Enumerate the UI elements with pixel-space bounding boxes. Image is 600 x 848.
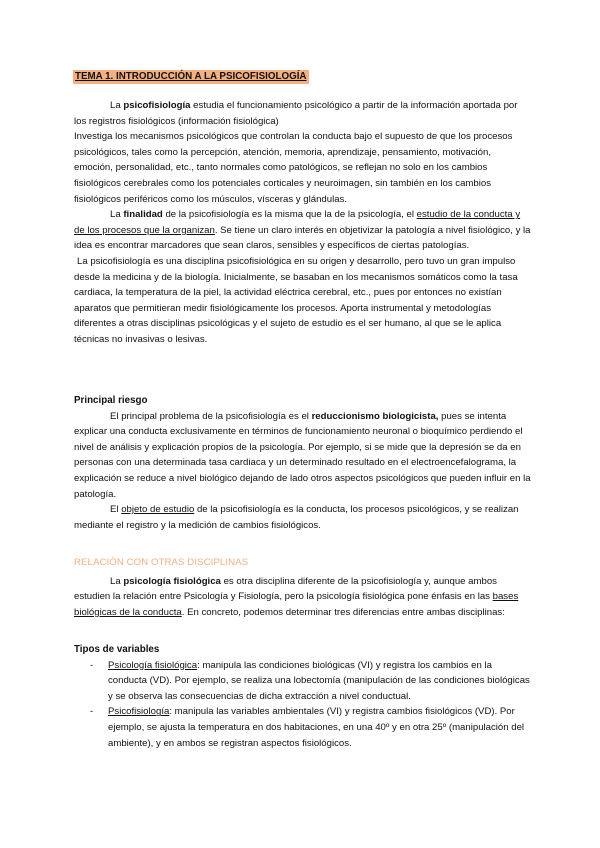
intro-paragraph-1 bbox=[74, 98, 532, 129]
bold-term: finalidad bbox=[123, 209, 163, 221]
text-run: de la psicofisiología es la conducta, los procesos psicológicos, y se realizan mediante el registro y la medición de cambios fisiológicos. bbox=[74, 504, 519, 531]
riesgo-paragraph-2 bbox=[74, 502, 532, 533]
bold-term: psicología fisiológica bbox=[123, 575, 221, 587]
tipos-section bbox=[74, 642, 532, 751]
text-run: pues se intenta explicar una conducta exclusivamente en términos de funcionamiento neuronal o bioquímico perdiendo el nivel de análisis y explicación propios de la psicología. Por ejemplo, si se mide que la depresión se da en personas con una determinada tasa cardiaca y un determinado resultado en el electroencefalograma, la explicación se reduce a nivel biológico dejando de lado otros aspectos psicológicos que pueden influir en la patología. bbox=[74, 410, 531, 500]
variables-list bbox=[90, 658, 532, 752]
dash-bullet: - bbox=[90, 659, 94, 671]
list-term: Psicofisiología bbox=[108, 706, 170, 718]
intro-section bbox=[74, 98, 532, 348]
text-run: La bbox=[110, 100, 124, 111]
text-run: es otra disciplina diferente de la psicofisiología y, aunque ambos estudien la relación entre Psicología y Fisiología, pero la psicología fisiológica pone énfasis en las bbox=[74, 575, 497, 603]
underlined-phrase: estudio de la conducta y de los procesos que la organizan bbox=[74, 209, 521, 236]
text-run: El bbox=[110, 504, 122, 516]
text-run: . En concreto, podemos determinar tres diferencias entre ambas disciplinas: bbox=[181, 606, 505, 618]
relacion-section bbox=[74, 555, 532, 620]
dash-bullet: - bbox=[90, 706, 94, 718]
tipos-heading: Tipos de variables bbox=[74, 644, 160, 655]
list-item bbox=[90, 658, 532, 705]
bold-term: reduccionismo biologicista, bbox=[311, 410, 439, 422]
text-run: . Se tiene un claro interés en objetivizar la patología a nivel fisiológico, y la idea es encontrar marcadores que sean claros, sensibles y específicos de ciertas patologías. bbox=[74, 224, 531, 252]
text-run: de la psicofisiología es la misma que la de la psicología, el bbox=[162, 209, 417, 221]
bold-term: psicofisiología bbox=[123, 100, 191, 111]
intro-paragraph-4: La psicofisiología es una disciplina psicofisiológica en su origen y desarrollo, pero tuvo un gran impulso desde la medicina y de la biología. Inicialmente, se basaban en los mecanismos somáticos como la tasa cardiaca, la temperatura de la piel, la actividad eléctrica cerebral, etc., pues por entonces no existían aparatos que permitieran medir fisiológicamente los procesos. Aporta instrumental y metodologías diferentes a otras disciplinas psicológicas y el sujeto de estudio es el ser humano, al que se le aplica técnicas no invasivas o lesivas. bbox=[74, 255, 518, 345]
riesgo-section bbox=[74, 393, 532, 533]
list-item bbox=[90, 704, 532, 751]
page-title: TEMA 1. INTRODUCCIÓN A LA PSICOFISIOLOGÍA bbox=[75, 71, 307, 82]
intro-paragraph-2: Investiga los mecanismos psicológicos que controlan la conducta bajo el supuesto de que los procesos psicológicos, tales como la percepción, atención, memoria, aprendizaje, pensamiento, motivación, emoción, personalidad, etc., tanto normales como patológicos, se reflejan no solo en los cambios fisiológicos cerebrales como los potenciales corticales y neuroimagen, sin también en los cambios fisiológicos periféricos como los músculos, vísceras y glándulas. bbox=[74, 131, 513, 205]
underlined-phrase: bases biológicas de la conducta bbox=[74, 591, 519, 618]
underlined-phrase: objeto de estudio bbox=[121, 504, 195, 516]
text-run: estudia el funcionamiento psicológico a partir de la información aportada por los registros fisiológicos (información fisiológica) bbox=[74, 100, 518, 127]
list-text: : manipula las variables ambientales (VI) y registra cambios fisiológicos (VD). Por ejemplo, se ajusta la temperatura en dos habitaciones, en una 40º y en otra 25º (manipulación del ambiente), y en ambos se registran aspectos fisiológicos. bbox=[108, 706, 525, 749]
intro-paragraph-3 bbox=[74, 207, 532, 254]
text-run: La bbox=[110, 575, 124, 587]
text-run: El principal problema de la psicofisiología es el bbox=[110, 410, 312, 422]
list-term: Psicología fisiológica bbox=[108, 659, 198, 671]
riesgo-paragraph-1 bbox=[74, 409, 532, 503]
relacion-paragraph bbox=[74, 574, 532, 621]
relacion-heading: RELACIÓN CON OTRAS DISCIPLINAS bbox=[74, 557, 249, 568]
list-text: : manipula las condiciones biológicas (VI) y registra los cambios en la conducta (VD). Por ejemplo, se realiza una lobectomía (manipulación de las condiciones biológicas y se observa las consecuencias de dicha extracción a nivel conductual. bbox=[108, 659, 530, 702]
riesgo-heading: Principal riesgo bbox=[74, 395, 148, 406]
text-run: La bbox=[110, 209, 124, 221]
